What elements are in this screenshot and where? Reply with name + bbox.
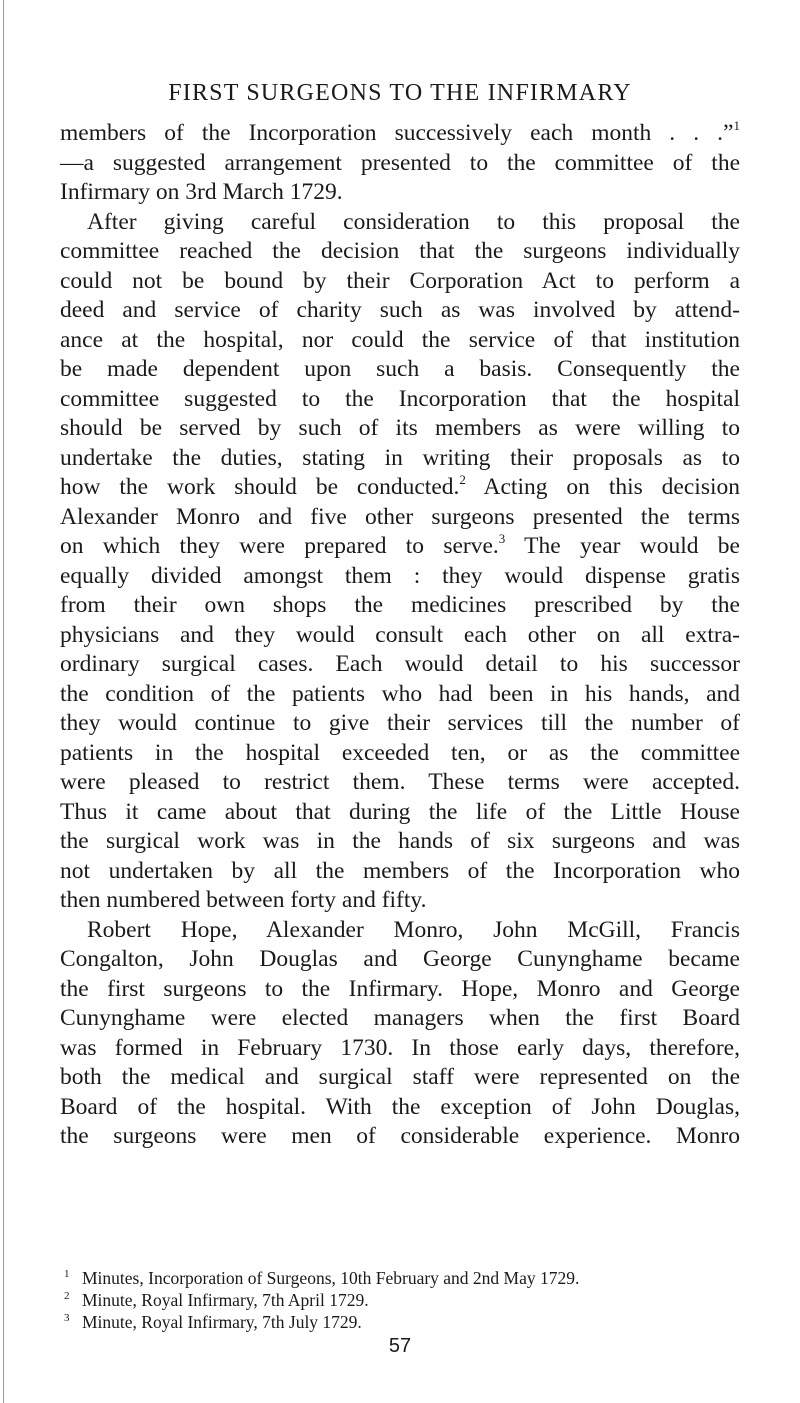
text-line — [60, 208, 740, 238]
line-text: could not be bound by their Corporation Act to perform a — [60, 267, 740, 294]
text-line — [60, 119, 740, 149]
text-line — [60, 945, 740, 975]
body-text — [60, 119, 740, 1152]
text-line — [60, 857, 740, 887]
page-number: 57 — [388, 1335, 412, 1357]
text-line — [60, 886, 740, 916]
line-text: undertake the duties, stating in writing their proposals as to — [60, 444, 740, 471]
line-text: physicians and they would consult each other on all extra- — [60, 621, 740, 648]
text-line — [60, 709, 740, 739]
line-text: then numbered between forty and fifty. — [60, 887, 427, 913]
text-line — [60, 326, 740, 356]
line-text: Thus it came about that during the life of the Little House — [60, 798, 740, 825]
line-text: the condition of the patients who had been in his hands, and — [60, 680, 740, 707]
line-text: committee suggested to the Incorporation that the hospital — [60, 385, 740, 412]
text-line — [60, 1122, 740, 1152]
text-line — [60, 355, 740, 385]
line-text: deed and service of charity such as was involved by attend- — [60, 297, 740, 323]
line-text: Alexander Monro and five other surgeons presented the terms — [60, 503, 740, 530]
line-text: the surgical work was in the hands of six surgeons and was — [60, 828, 740, 854]
line-text: equally divided amongst them : they would dispense gratis — [60, 562, 740, 589]
text-line — [60, 296, 740, 326]
footnote-text: Minute, Royal Infirmary, 7th April 1729. — [82, 1290, 369, 1310]
line-text: —a suggested arrangement presented to the committee of the — [60, 149, 740, 176]
text-line — [60, 149, 740, 179]
text-line — [60, 532, 740, 562]
line-text: Board of the hospital. With the exception of John Douglas, — [60, 1093, 740, 1120]
footnote-ref: 3 — [498, 531, 506, 546]
line-text: be made dependent upon such a basis. Consequently the — [60, 356, 740, 382]
line-text-continued: The year would be — [505, 533, 740, 559]
text-line — [60, 680, 740, 710]
line-text: on which they were prepared to serve. — [60, 533, 499, 559]
text-line — [60, 237, 740, 267]
line-text: should be served by such of its members as were willing to — [60, 415, 740, 441]
footnote: 3 Minute, Royal Infirmary, 7th July 1729. — [64, 1312, 362, 1332]
text-line — [60, 503, 740, 533]
text-line — [60, 385, 740, 415]
footnotes — [60, 1267, 740, 1333]
line-text: members of the Incorporation successively each month . . .” — [60, 120, 734, 146]
line-text: from their own shops the medicines prescribed by the — [60, 592, 740, 618]
text-line — [60, 1034, 740, 1064]
line-text: Robert Hope, Alexander Monro, John McGill, Francis — [87, 916, 740, 943]
line-text: Congalton, John Douglas and George Cunynghame became — [60, 946, 740, 972]
text-line — [60, 975, 740, 1005]
text-line — [60, 414, 740, 444]
line-text: After giving careful consideration to this proposal the — [87, 208, 740, 235]
line-text: not undertaken by all the members of the Incorporation who — [60, 857, 740, 884]
footnote: 1 Minutes, Incorporation of Surgeons, 10th February and 2nd May 1729. — [64, 1268, 580, 1288]
line-text: ordinary surgical cases. Each would detail to his successor — [60, 651, 740, 677]
text-line — [60, 827, 740, 857]
line-text: was formed in February 1730. In those early days, therefore, — [60, 1034, 740, 1061]
page-edge-line — [3, 0, 4, 1403]
line-text: the surgeons were men of considerable experience. Monro — [60, 1123, 740, 1149]
line-text-continued: Acting on this decision — [465, 474, 741, 500]
text-line — [60, 562, 740, 592]
line-text: patients in the hospital exceeded ten, or as the committee — [60, 739, 740, 766]
footnote: 2 Minute, Royal Infirmary, 7th April 1729. — [64, 1290, 369, 1310]
text-line — [60, 178, 740, 208]
line-text: committee reached the decision that the surgeons individually — [60, 238, 740, 264]
running-head: FIRST SURGEONS TO THE INFIRMARY — [168, 80, 632, 106]
text-line — [60, 739, 740, 769]
text-line — [60, 916, 740, 946]
text-line — [60, 444, 740, 474]
line-text: both the medical and surgical staff were represented on the — [60, 1064, 740, 1090]
footnote-ref: 1 — [733, 118, 740, 133]
text-line — [60, 591, 740, 621]
footnote-ref: 2 — [459, 472, 466, 487]
text-line — [60, 473, 740, 503]
line-text: they would continue to give their services till the number of — [60, 710, 740, 736]
text-line — [60, 621, 740, 651]
text-line — [60, 768, 740, 798]
text-line — [60, 1063, 740, 1093]
text-line — [60, 267, 740, 297]
line-text: the first surgeons to the Infirmary. Hope, Monro and George — [60, 975, 740, 1002]
text-line — [60, 798, 740, 828]
line-text: were pleased to restrict them. These terms were accepted. — [60, 769, 740, 795]
line-text: Cunynghame were elected managers when the first Board — [60, 1005, 740, 1031]
footnote-text: Minute, Royal Infirmary, 7th July 1729. — [82, 1312, 362, 1332]
line-text: Infirmary on 3rd March 1729. — [60, 179, 343, 205]
text-line — [60, 650, 740, 680]
line-text: ance at the hospital, nor could the service of that institution — [60, 326, 740, 353]
line-text: how the work should be conducted. — [60, 474, 460, 500]
footnote-text: Minutes, Incorporation of Surgeons, 10th February and 2nd May 1729. — [82, 1268, 580, 1288]
text-line — [60, 1004, 740, 1034]
text-line — [60, 1093, 740, 1123]
